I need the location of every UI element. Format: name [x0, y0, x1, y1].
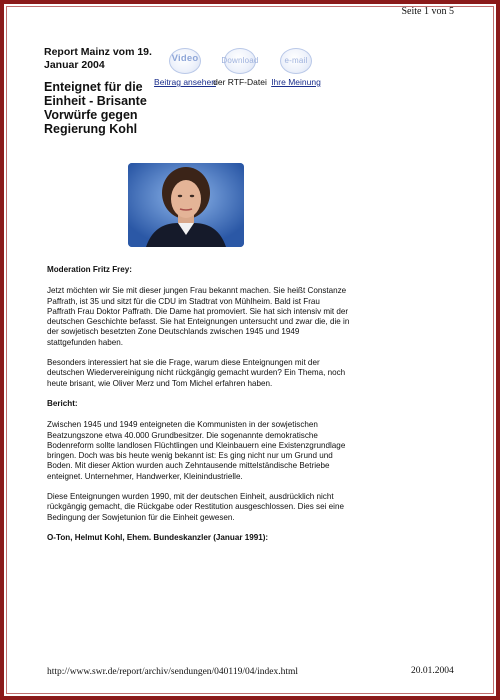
paragraph: Zwischen 1945 und 1949 enteigneten die Kommunisten in der sowjetischen Beatzungszone etwa 40.000 Grundbesitzer. Die sogenannte demokratische Bodenreform sollte landlosen Flüchtlingen und Kleinbauern eine Existenzgrundlage bringen. Doch was bis heute wenig bekannt ist: Es ging nicht nur um Grund und Boden. Mit dieser Aktion wurden auch Zehntausende mittelständische Betriebe enteignet. Unternehmer, Handwerker, Kleinindustrielle.: [47, 420, 346, 481]
watch-report-link[interactable]: Beitrag ansehen: [154, 77, 216, 87]
source-url: http://www.swr.de/report/archiv/sendungen/040119/04/index.html: [47, 667, 299, 677]
page-title: Enteignet für die Einheit - Brisante Vorwürfe gegen Regierung Kohl: [44, 80, 147, 136]
paragraph: Besonders interessiert hat sie die Frage, warum diese Enteignungen mit der deutschen Wiedervereinigung nicht rückgängig gemacht wurden? Ein Thema, noch heute brisant, wie Oliver Merz und Tom Michel erfahren haben.: [47, 358, 346, 388]
moderation-heading: Moderation Fritz Frey:: [47, 265, 132, 274]
paragraph: Diese Enteignungen wurden 1990, mit der deutschen Einheit, ausdrücklich nicht rückgängig gemacht, die Rückgabe oder Restitution ausgeschlossen. Dies sei eine Bedingung der Sowjetunion für die Einheit gewesen.: [47, 492, 344, 522]
quote-heading: O-Ton, Helmut Kohl, Ehem. Bundeskanzler (Januar 1991):: [47, 532, 269, 542]
page-number: Seite 1 von 5: [401, 6, 454, 17]
video-icon-label: Video: [171, 53, 199, 64]
presenter-photo: [128, 163, 244, 247]
print-date: 20.01.2004: [411, 666, 454, 676]
email-icon[interactable]: [280, 48, 312, 74]
email-widget: [261, 48, 331, 87]
your-opinion-link[interactable]: Ihre Meinung: [271, 77, 321, 87]
report-date-line: Report Mainz vom 19. Januar 2004: [44, 46, 152, 71]
download-icon[interactable]: [221, 48, 259, 74]
report-heading: Bericht:: [47, 398, 78, 408]
paragraph: Jetzt möchten wir Sie mit dieser jungen Frau bekannt machen. Sie heißt Constanze Paffrath, ist 35 und sitzt für die CDU im Stadtrat von Mühlheim. Bald ist Frau Paffrath Frau Doktor Paffrath. Die Dame hat promoviert. Sie hat sich intensiv mit der deutschen Geschichte befasst. Sie hat Enteignungen untersucht und zwar die, die in der sowjetisch besetzten Zone Deutschlands zwischen 1945 und 1949 stattgefunden haben.: [47, 286, 350, 347]
woman-portrait-image: [128, 163, 244, 247]
download-icon-label: Download: [221, 56, 259, 65]
rtf-file-label: der RTF-Datei: [213, 77, 267, 87]
video-icon[interactable]: [169, 48, 201, 74]
article-body: [47, 265, 350, 554]
email-icon-label: e-mail: [284, 56, 308, 65]
